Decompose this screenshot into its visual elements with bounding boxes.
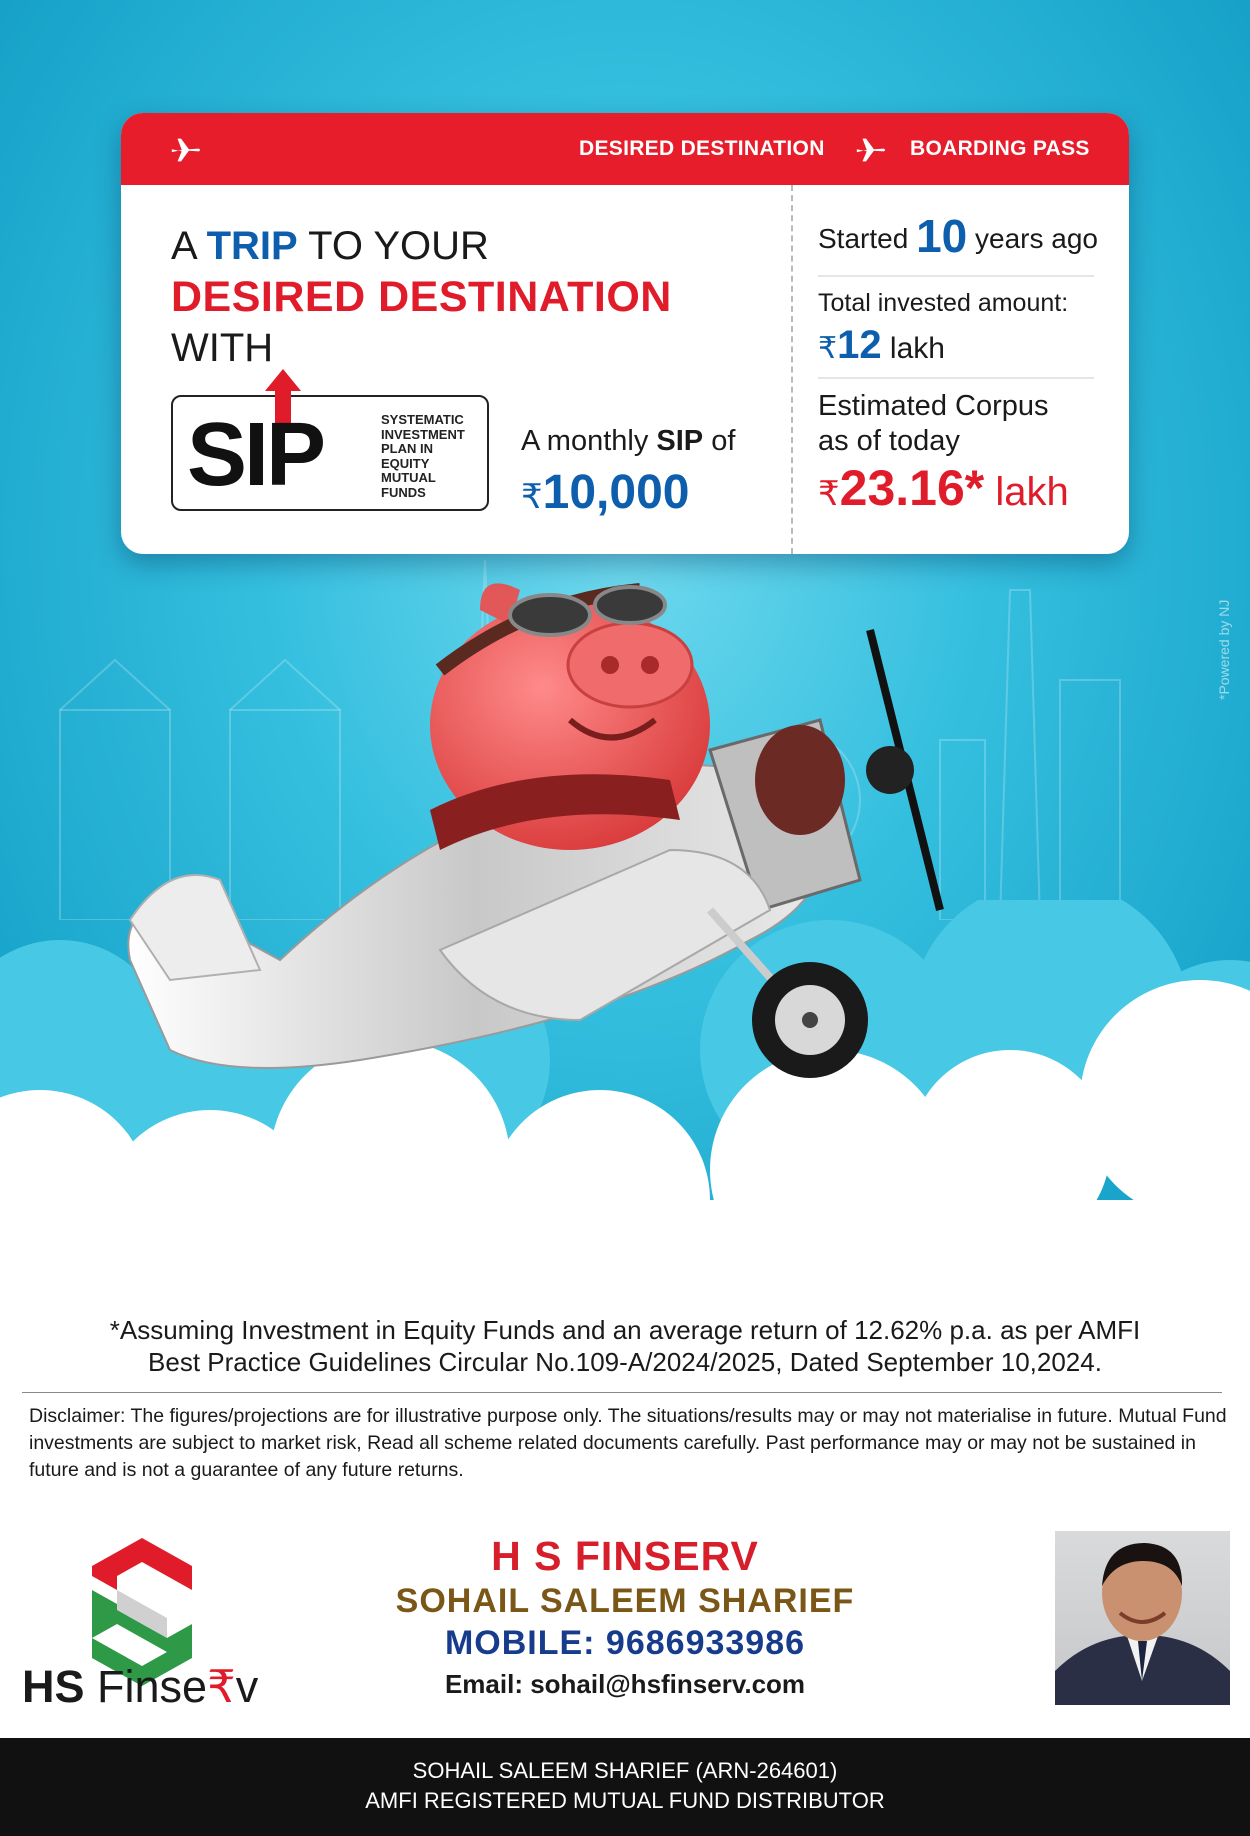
headline-suffix: TO YOUR — [297, 224, 489, 268]
divider-line — [22, 1392, 1222, 1393]
summary-separator — [818, 275, 1094, 277]
rupee-symbol: ₹ — [818, 332, 838, 365]
assumption-line1: *Assuming Investment in Equity Funds and an average return of 12.62% p.a. as per AMFI — [109, 1315, 1141, 1345]
advisor-photo — [1055, 1531, 1230, 1705]
assumption-note — [40, 1314, 1210, 1378]
firm-name: H S FINSERV — [491, 1533, 759, 1579]
hs-finserv-logo-text — [22, 1660, 258, 1713]
sip-sub-line: FUNDS — [381, 484, 426, 500]
monthly-sip-label — [521, 425, 735, 458]
footer-arn: SOHAIL SALEEM SHARIEF (ARN-264601) — [412, 1758, 838, 1783]
investment-summary — [818, 209, 1098, 516]
sip-sub-line: MUTUAL — [381, 470, 436, 485]
corpus-label-line2: as of today — [818, 425, 960, 457]
corpus-amount: 23.16* — [839, 460, 985, 516]
corpus-label-line1: Estimated Corpus — [818, 390, 1049, 422]
started-years-value: 10 — [916, 210, 968, 262]
disclaimer-text: Disclaimer: The figures/projections are for illustrative purpose only. The situations/results may or may not materialise in future. Mutual Fund investments are subject to market risk, Read all scheme related documents carefully. Past performance may or may not be sustained in future and is not a guarantee of any future returns. — [29, 1405, 1227, 1481]
header-desired-destination: DESIRED DESTINATION — [579, 137, 825, 160]
airplane-icon — [169, 133, 203, 167]
logo-text-hs: HS — [22, 1661, 85, 1712]
started-suffix: years ago — [967, 223, 1098, 254]
footer-amfi: AMFI REGISTERED MUTUAL FUND DISTRIBUTOR — [365, 1788, 885, 1813]
summary-separator — [818, 377, 1094, 379]
rupee-symbol: ₹ — [521, 478, 543, 516]
piggy-bank-airplane-illustration — [110, 580, 1010, 1160]
sip-sub-line: INVESTMENT — [381, 426, 465, 442]
distributor-footer — [0, 1738, 1250, 1836]
assumption-line2: Best Practice Guidelines Circular No.109-A/2024/2025, Dated September 10,2024. — [148, 1347, 1102, 1377]
sip-sub-line: SYSTEMATIC — [381, 412, 464, 427]
mobile-number[interactable]: MOBILE: 9686933986 — [444, 1624, 806, 1662]
email-address[interactable]: Email: sohail@hsfinserv.com — [444, 1669, 806, 1699]
logo-text-v: v — [235, 1661, 259, 1712]
sip-logo-subtitle — [381, 413, 491, 500]
powered-by-note: *Powered by NJ — [1216, 599, 1232, 700]
invested-amount: 12 — [837, 323, 882, 367]
header-boarding-pass: BOARDING PASS — [910, 137, 1090, 160]
headline-trip: TRIP — [206, 224, 298, 268]
invested-value — [818, 323, 945, 368]
ticket-perforation — [791, 185, 793, 554]
sip-sub-line: EQUITY — [381, 455, 430, 471]
corpus-value — [818, 459, 1069, 517]
headline — [171, 221, 672, 373]
advisor-name: SOHAIL SALEEM SHARIEF — [395, 1582, 855, 1620]
sip-logo-text: SIP — [187, 405, 324, 505]
logo-text-rupee: ₹ — [207, 1661, 236, 1712]
monthly-prefix: A monthly — [521, 425, 657, 457]
corpus-label — [818, 389, 1049, 459]
monthly-sip-amount — [521, 465, 689, 520]
rupee-symbol: ₹ — [818, 475, 840, 513]
monthly-sip-bold: SIP — [656, 425, 704, 457]
headline-with: WITH — [171, 326, 274, 370]
monthly-suffix: of — [703, 425, 736, 457]
logo-text-finse: Finse — [84, 1661, 208, 1712]
contact-block — [380, 1532, 870, 1704]
invested-unit: lakh — [881, 332, 945, 365]
headline-desired-destination: DESIRED DESTINATION — [171, 273, 672, 321]
started-prefix: Started — [818, 223, 917, 254]
started-years-ago — [818, 209, 1098, 263]
invested-label: Total invested amount: — [818, 289, 1069, 317]
boarding-pass-header — [121, 113, 1129, 185]
sip-sub-line: PLAN IN — [381, 441, 433, 456]
corpus-unit: lakh — [984, 470, 1069, 514]
boarding-pass-card — [121, 113, 1129, 554]
headline-prefix: A — [171, 224, 207, 268]
sip-logo — [171, 395, 489, 511]
airplane-icon — [854, 133, 888, 167]
monthly-amount-value: 10,000 — [542, 466, 690, 519]
